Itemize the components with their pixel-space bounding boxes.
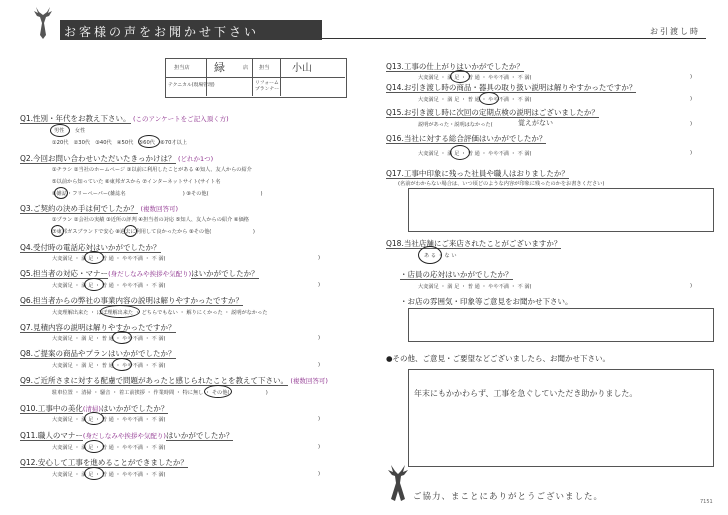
q6-scale: 大変理解出来た ・ ほぼ理解出来た ・ どちらでもない ・ 解りにくかった ・ 説明がなかった [52, 310, 268, 316]
q16-title: Q16.当社に対する総合評価はいかがでしたか？ [386, 134, 547, 143]
q8-close: ) [318, 362, 321, 368]
q12-title: Q12.安心して工事を進めることができましたか？ [20, 458, 188, 467]
other-answer-box[interactable] [408, 369, 714, 467]
q2-opts3: ⑧雑誌・フリーペーパー(雑誌名 ) ⑨その他( ) [52, 191, 263, 197]
page-title: お客様の声をお聞かせ下さい [64, 25, 260, 39]
q11-title: Q11.職人のマナー(身だしなみや挨拶や気配り)はいかがでしたか？ [20, 431, 234, 440]
q2-title: Q2.今回お問い合わせいただいたきっかけは？ (どれか1つ) [20, 154, 214, 163]
q7-circle [112, 331, 132, 344]
q12-close: ) [318, 471, 321, 477]
q11-scale: 大変満足 ・ 満 足 ・ 普 通 ・ やや不満 ・ 不 満( [52, 445, 166, 451]
q7-close: ) [318, 335, 321, 341]
delivery-label: お引渡し時 [650, 27, 700, 36]
atmos-answer-box[interactable] [408, 308, 714, 342]
q2-circle [54, 187, 68, 199]
other-title: ●その他、ご意見・ご要望などございましたら、お聞かせ下さい。 [386, 354, 611, 363]
q14-scale: 大変満足 ・ 満 足 ・ 普 通 ・ やや不満 ・ 不 満( [418, 97, 532, 103]
q17-title: Q17.工事中印象に残った社員や職人はおりましたか？ [386, 169, 569, 178]
q15-title: Q15.お引き渡し時に次回の定期点検の説明はございましたか？ [386, 108, 599, 117]
rep-value: 小山 [292, 63, 312, 74]
q1-gender-circle [50, 124, 70, 137]
q4-circle [84, 251, 104, 264]
q10-scale: 大変満足 ・ 満 足 ・ 普 通 ・ やや不満 ・ 不 満( [52, 417, 166, 423]
q1-gender: 男性 女性 [54, 128, 86, 134]
q17-answer-box[interactable] [408, 188, 714, 232]
header-rule [322, 38, 706, 39]
q9-opts: 駐車位置 ・ 清掃 ・ 騒音 ・ 着工前挨拶 ・ 作業時間 ・ 特に無し ・ その他( ) [52, 390, 268, 396]
q1-title: Q1.性別・年代をお教え下さい。 (このアンケートをご記入頂く方) [20, 114, 229, 123]
q13-close: ) [690, 74, 693, 80]
q12-circle [84, 467, 104, 480]
q4-close: ) [318, 255, 321, 261]
q2-opts1: ①チラシ ②当社のホームページ ③以前に利用したことがある ④知人、友人からの紹介 [52, 167, 252, 173]
q14-circle [479, 92, 499, 105]
q3-opts1: ①プラン ②会社の実績 ③近所の評判 ④担当者の対応 ⑤知人、友人からの紹介 ⑥価格 [52, 217, 249, 223]
q6-circle [100, 305, 140, 318]
branch-suffix: 店 [243, 65, 249, 71]
q5-circle [84, 278, 104, 291]
q15-opts: 説明があった・説明はなかった( [418, 122, 493, 128]
other-handwriting: 年末にもかかわらず、工事を急ぐしていただき助かりました。 [414, 389, 638, 398]
q7-scale: 大変満足 ・ 満 足 ・ 普 通 ・ やや不満 ・ 不 満( [52, 336, 166, 342]
q18-circle [418, 246, 442, 264]
q4-scale: 大変満足 ・ 満 足 ・ 普 通 ・ やや不満 ・ 不 満( [52, 256, 166, 262]
q16-circle [450, 145, 470, 160]
q16-close: ) [690, 150, 693, 156]
branch-label: 担当店 [174, 65, 190, 71]
q5-close: ) [318, 282, 321, 288]
shop-close: ) [690, 283, 693, 289]
deer-logo-left [28, 5, 58, 41]
q4-title: Q4.受付時の電話応対はいかがでしたか？ [20, 243, 161, 252]
q8-circle [112, 358, 132, 371]
q16-scale: 大変満足 ・ 満 足 ・ 普 通 ・ やや不満 ・ 不 満( [418, 151, 532, 157]
q6-title: Q6.担当者からの弊社の事業内容の説明は解りやすかったですか？ [20, 296, 244, 305]
q18-title: Q18.当社店舗にご来店されたことがございますか？ [386, 239, 562, 248]
q13-title: Q13.工事の仕上がりはいかがでしたか？ [386, 62, 524, 71]
q15-close: ) [690, 121, 693, 127]
q14-close: ) [690, 96, 693, 102]
q15-handwriting: 覚えがない [518, 119, 553, 127]
atmos-title: ・お店の雰囲気・印象等ご意見をお聞かせ下さい。 [400, 297, 573, 306]
q8-title: Q8.ご提案の商品やプランはいかがでしたか？ [20, 349, 176, 358]
q11-circle [84, 440, 104, 453]
q17-note: (名前がわからない場合は、いつ頃どのような内容が印象に残ったのかをお書きください) [398, 181, 605, 187]
staff-table-col1 [206, 58, 207, 96]
q14-title: Q14.お引き渡し時の商品・器具の取り扱い説明は解りやすかったですか？ [386, 83, 637, 92]
form-code: 7151 [700, 499, 713, 505]
q3-circle-a [51, 225, 64, 237]
q7-title: Q7.見積内容の説明は解りやすかったですか？ [20, 323, 176, 332]
q11-close: ) [318, 444, 321, 450]
shop-scale: 大変満足 ・ 満 足 ・ 普 通 ・ やや不満 ・ 不 満( [418, 284, 532, 290]
staff-table-col2 [252, 58, 253, 96]
staff-table-rule [165, 77, 345, 78]
q2-opts2: ⑤以前から知っていた ⑥東邦ガスから ⑦インターネットサイト(サイト名 [52, 179, 221, 185]
q9-circle [204, 385, 232, 398]
q1-age: ①20代 ②30代 ③40代 ④50代 ⑤60代 ⑥70才以上 [52, 140, 187, 146]
q1-age-circle [138, 135, 160, 148]
technical-label: テクニカル(現場管理) [168, 83, 215, 88]
q12-scale: 大変満足 ・ 満 足 ・ 普 通 ・ やや不満 ・ 不 満( [52, 472, 166, 478]
rep-label: 担当 [259, 65, 270, 71]
q8-scale: 大変満足 ・ 満 足 ・ 普 通 ・ やや不満 ・ 不 満( [52, 363, 166, 369]
q3-circle-b [124, 225, 137, 237]
q13-scale: 大変満足 ・ 満 足 ・ 普 通 ・ やや不満 ・ 不 満( [418, 75, 532, 81]
shop-title: ・店員の応対はいかがでしたか？ [400, 270, 513, 279]
q9-title: Q9.ご近所さまに対する配慮で問題があったと感じられたことを教えて下さい。 (複数回答可) [20, 376, 328, 385]
q10-circle [84, 412, 104, 425]
deer-logo-right [383, 463, 413, 503]
q10-close: ) [318, 416, 321, 422]
q5-title: Q5.担当者の対応・マナー(身だしなみや挨拶や気配り)はいかがでしたか？ [20, 269, 259, 278]
planner-label: リフォーム プランナー [255, 81, 279, 92]
q18-opts: あ る ・ な い [424, 253, 457, 259]
footer-thanks: ご協力、まことにありがとうございました。 [413, 492, 604, 502]
q10-title: Q10.工事中の美化(清掃)はいかがでしたか？ [20, 404, 169, 413]
branch-value: 緑 [214, 61, 225, 74]
q3-opts2: ⑦東邦ガスブランドで安心 ⑧過去に利用して良かったから ⑨その他( ) [52, 229, 255, 235]
q3-title: Q3.ご契約の決め手は何でしたか？ (複数回答可) [20, 204, 179, 213]
q5-scale: 大変満足 ・ 満 足 ・ 普 通 ・ やや不満 ・ 不 満( [52, 283, 166, 289]
